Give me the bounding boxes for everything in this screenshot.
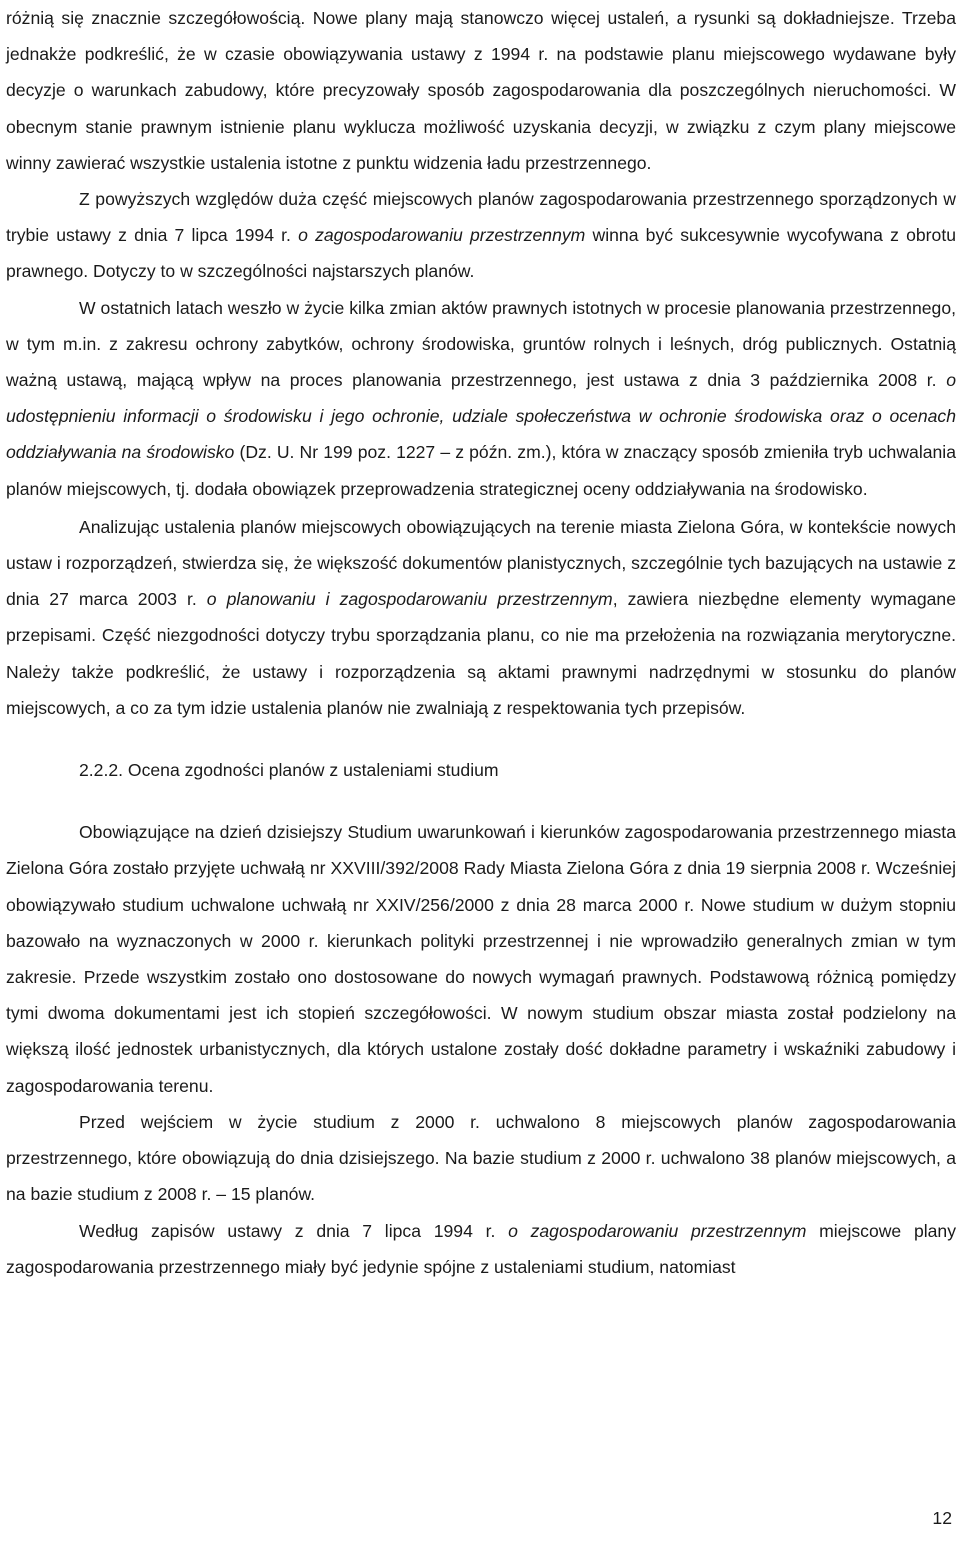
paragraph-6-text: Przed wejściem w życie studium z 2000 r. uchwalono 8 miejscowych planów zagospodarowania przestrzennego, które obowiązują do dnia dzisiejszego. Na bazie studium z 2000 r. uchwalono 38 planów miejscowych, a na bazie studium z 2008 r. – 15 planów. [6, 1111, 956, 1205]
paragraph-2-text-b: winna być sukcesywnie wycofywana z obrotu prawnego. Dotyczy to w szczególności najstarszych planów. [6, 225, 956, 282]
paragraph-1-text: różnią się znacznie szczegółowością. Nowe plany mają stanowczo więcej ustaleń, a rysunki są dokładniejsze. Trzeba jednakże podkreślić, że w czasie obowiązywania ustawy z 1994 r. na podstawie planu miejscowego wydawane były decyzje o warunkach zabudowy, które precyzowały sposób zagospodarowania dla poszczególnych nieruchomości. W obecnym stanie prawnym istnienie planu wyklucza możliwość uzyskania decyzji, w związku z czym plany miejscowe winny zawierać wszystkie ustalenia istotne z punktu widzenia ładu przestrzennego. [6, 8, 956, 173]
paragraph-2-act-title: o zagospodarowaniu przestrzennym [298, 225, 586, 246]
document-page [6, 0, 956, 1285]
page-number: 12 [932, 1508, 952, 1528]
paragraph-5-text: Obowiązujące na dzień dzisiejszy Studium uwarunkowań i kierunków zagospodarowania przestrzennego miasta Zielona Góra zostało przyjęte uchwałą nr XXVIII/392/2008 Rady Miasta Zielona Góra z dnia 19 sierpnia 2008 r. Wcześniej obowiązywało studium uchwalone uchwałą nr XXIV/256/2000 z dnia 28 marca 2000 r. Nowe studium w dużym stopniu bazowało na wyznaczonych w 2000 r. kierunkach polityki przestrzennej i nie wprowadziło generalnych zmian w tym zakresie. Przede wszystkim zostało ono dostosowane do nowych wymagań prawnych. Podstawową różnicą pomiędzy tymi dwoma dokumentami jest ich stopień szczegółowości. W nowym studium obszar miasta został podzielony na większą ilość jednostek urbanistycznych, dla których ustalone zostały dość dokładne parametry i wskaźniki zabudowy i zagospodarowania terenu. [6, 822, 956, 1096]
paragraph-7-act-title: o zagospodarowaniu przestrzennym [508, 1220, 807, 1241]
paragraph-3-text-a: W ostatnich latach weszło w życie kilka zmian aktów prawnych istotnych w procesie planowania przestrzennego, w tym m.in. z zakresu ochrony zabytków, ochrony środowiska, gruntów rolnych i leśnych, dróg publicznych. Ostatnią ważną ustawą, mającą wpływ na proces planowania przestrzennego, jest ustawa z dnia 3 października 2008 r. [6, 297, 956, 391]
paragraph-4-act-title: o planowaniu i zagospodarowaniu przestrzennym [206, 589, 613, 610]
paragraph-4-text-b: , zawiera niezbędne elementy wymagane przepisami. Część niezgodności dotyczy trybu sporządzania planu, co nie ma przełożenia na rozwiązania merytoryczne. Należy także podkreślić, że ustawy i rozporządzenia są aktami prawnymi nadrzędnymi w stosunku do planów miejscowych, a co za tym idzie ustalenia planów nie zwalniają z respektowania tych przepisów. [6, 589, 956, 718]
paragraph-7 [6, 1213, 956, 1285]
paragraph-4 [6, 509, 956, 726]
paragraph-6 [6, 1104, 956, 1213]
paragraph-3-text-b: (Dz. U. Nr 199 poz. 1227 – z późn. zm.), która w znaczący sposób zmieniła tryb uchwalania planów miejscowych, tj. dodała obowiązek przeprowadzenia strategicznej oceny oddziaływania na środowisko. [6, 442, 957, 499]
section-heading: 2.2.2. Ocena zgodności planów z ustaleniami studium [79, 760, 499, 781]
paragraph-4-text-a: Analizując ustalenia planów miejscowych obowiązujących na terenie miasta Zielona Góra, w kontekście nowych ustaw i rozporządzeń, stwierdza się, że większość dokumentów planistycznych, szczególnie tych bazujących na ustawie z dnia 27 marca 2003 r. [6, 516, 956, 610]
paragraph-2-text-a: Z powyższych względów duża część miejscowych planów zagospodarowania przestrzennego sporządzonych w trybie ustawy z dnia 7 lipca 1994 r. [6, 189, 956, 246]
paragraph-5 [6, 814, 956, 1104]
paragraph-3 [6, 290, 956, 507]
paragraph-7-text-a: Według zapisów ustawy z dnia 7 lipca 1994 r. [79, 1220, 509, 1241]
paragraph-2 [6, 181, 956, 290]
paragraph-1 [6, 0, 956, 181]
paragraph-7-text-b: miejscowe plany zagospodarowania przestrzennego miały być jedynie spójne z ustaleniami studium, natomiast [6, 1220, 956, 1277]
paragraph-3-act-title: o udostępnieniu informacji o środowisku i jego ochronie, udziale społeczeństwa w ochronie środowiska oraz o ocenach oddziaływania na środowisko [6, 370, 956, 463]
